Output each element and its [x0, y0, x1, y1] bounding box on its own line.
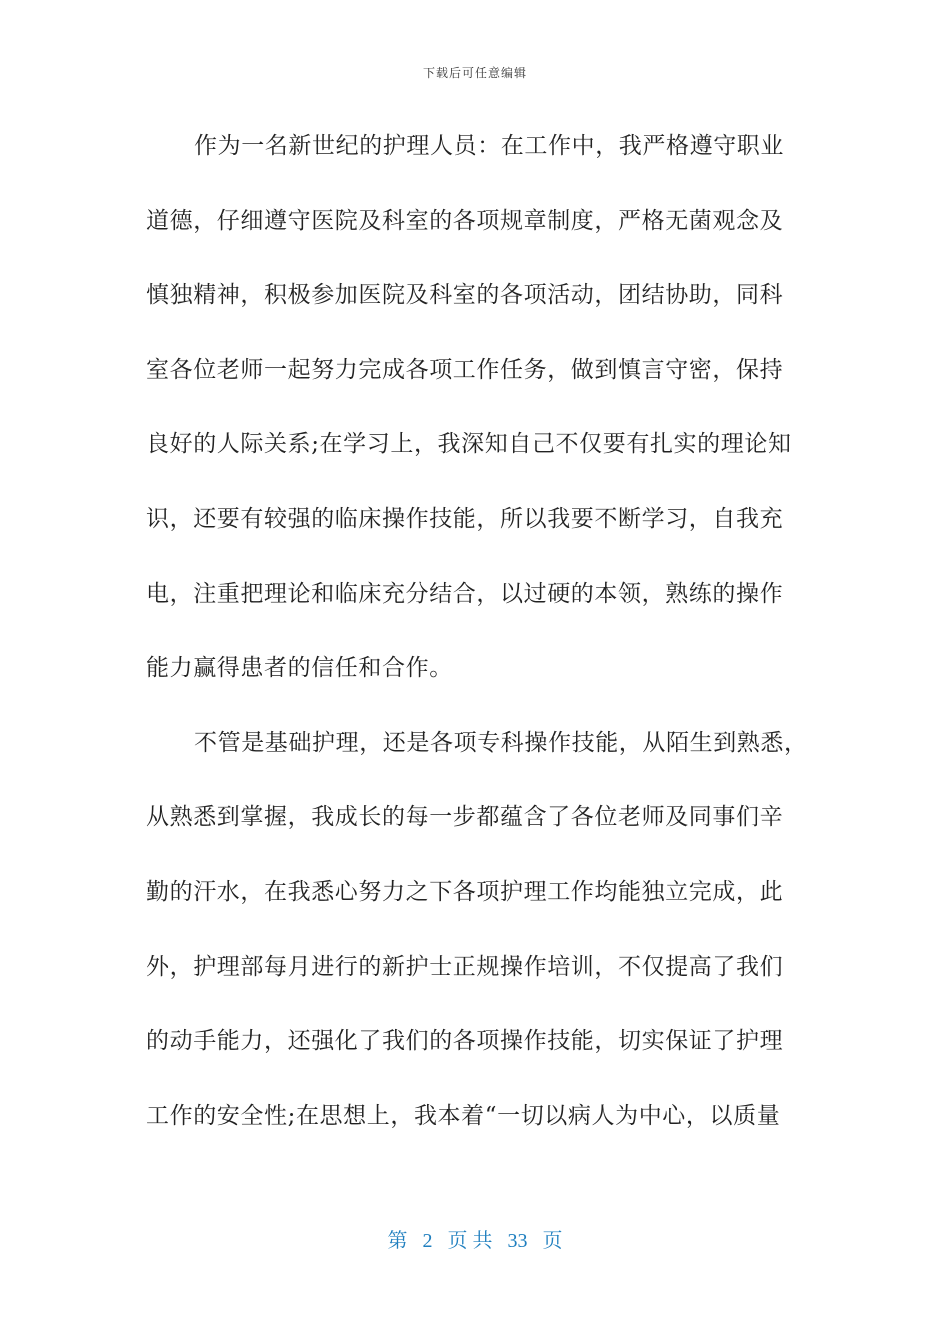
paragraph-1: [146, 114, 806, 711]
paragraph-line: 识，还要有较强的临床操作技能，所以我要不断学习，自我充: [146, 505, 784, 532]
footer-prefix: 第: [387, 1230, 408, 1252]
paragraph-line: 良好的人际关系;在学习上，我深知自己不仅要有扎实的理论知: [146, 431, 792, 458]
paragraph-line: 电，注重把理论和临床充分结合，以过硬的本领，熟练的操作: [146, 580, 784, 607]
paragraph-2: [146, 711, 806, 1159]
paragraph-line: 道德，仔细遵守医院及科室的各项规章制度，严格无菌观念及: [146, 207, 784, 234]
header-note: 下载后可任意编辑: [422, 66, 527, 80]
paragraph-line: 的动手能力，还强化了我们的各项操作技能，切实保证了护理: [146, 1028, 784, 1055]
footer-page-number: 2: [422, 1230, 433, 1252]
body-text: [146, 114, 806, 1158]
page-number-footer: [0, 1224, 950, 1253]
footer-total-pages: 33: [507, 1230, 528, 1252]
footer-middle: 页 共: [447, 1230, 493, 1252]
paragraph-line: 从熟悉到掌握，我成长的每一步都蕴含了各位老师及同事们辛: [146, 804, 784, 831]
paragraph-line: 慎独精神，积极参加医院及科室的各项活动，团结协助，同科: [146, 282, 784, 309]
footer-suffix: 页: [542, 1230, 563, 1252]
paragraph-line: 工作的安全性;在思想上，我本着“一切以病人为中心，以质量: [146, 1102, 781, 1129]
paragraph-line: 作为一名新世纪的护理人员：在工作中，我严格遵守职业: [194, 133, 784, 159]
paragraph-line: 室各位老师一起努力完成各项工作任务，做到慎言守密，保持: [146, 356, 784, 383]
paragraph-line: 外，护理部每月进行的新护士正规操作培训，不仅提高了我们: [146, 953, 784, 980]
paragraph-line: 能力赢得患者的信任和合作。: [146, 655, 453, 682]
paragraph-line: 不管是基础护理，还是各项专科操作技能，从陌生到熟悉，: [194, 729, 808, 756]
paragraph-line: 勤的汗水，在我悉心努力之下各项护理工作均能独立完成，此: [146, 878, 784, 905]
